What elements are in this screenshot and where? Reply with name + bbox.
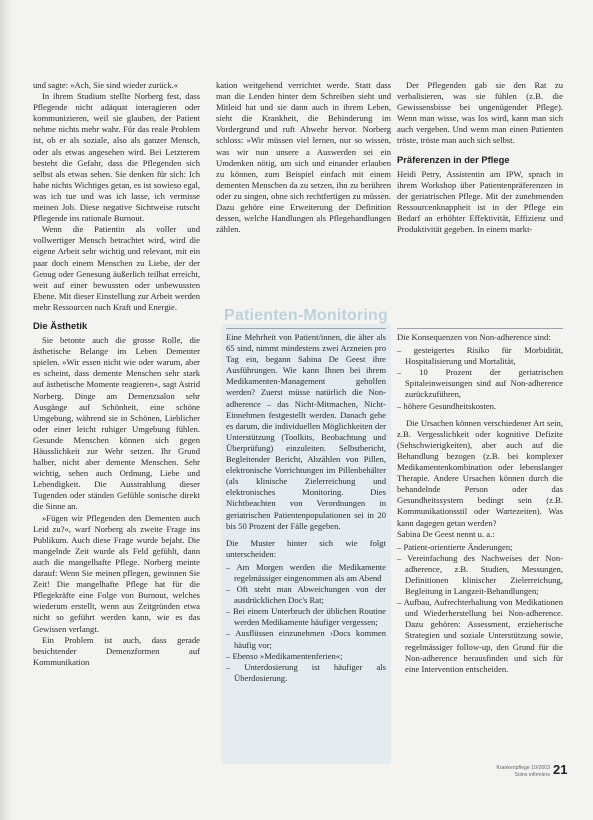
col1-paragraph-3: Wenn die Patientin als voller und vollwertiger Mensch betrachtet wird, wird die eigene Arbeit sehr wichtig und relevant, mit ein paar doch einem Menschen zu Liebe, der der Genug oder Genesung äußerlich teilhat erreicht, weit auf einer bewussten oder unbewussten Ebene. Mit dieser Einstellung zur Arbeit werden mehr Ressourcen nach Kraft und Energie.	[33, 224, 200, 312]
col2-paragraph-1: kation weitgehend verrichtet werde. Statt dass man die Lenden hinter dem Schreiben sieht und Mitleid hat und sie dann auch in ihrem Leben, sieht die Krankheit, die Behinderung im Vordergrund und ruft Abwehr hervor. Norberg schloss: »Wir müssen viel lernen, nur so wissen, was wir nun unsere a Auswerden sei ein Umdenken nötig, um sich und einander erlauben zu können, zum Beispiel einfach mit einem dementen Menschen da zu setzen, ihn zu berühren oder zu singen, ohne sich rechtfertigen zu müssen. Dazu gehöre eine Erweiterung der Definition dessen, welche Handlungen als Pflegehandlungen zählen.	[216, 80, 391, 235]
box-list	[226, 562, 386, 684]
page-gutter-shadow	[0, 0, 12, 820]
list-item: – Unterdosierung ist häufiger als Überdosierung.	[226, 661, 386, 683]
col1-paragraph-4: Sie betonte auch die grosse Rolle, die ästhetische Belange im Leben Dementer spielen. »Wir essen nicht wie oder warum, aber es scheint, dass demente Menschen sehr stark auf ästhetische Momente reagieren«, sagt Astrid Norberg. Dinge am Demenzsalon sehr Ausgänge auf Schönheit, eine schöne Umgebung, während sie in Schönen, Lieblicher oder einer leicht ruhiger Umgebung fühlen. Gesunde Menschen können sich gegen Häusslichkeit zur Wehr setzen. Ihr Grund halber, nicht aber demente Menschen. Sehr wichtig, sehen auch Ordnung, Liebe und Lebendigkeit. Die Ausstrahlung dieser Tugenden oder ständen Gefühle sonische direkt die Sinne an.	[33, 335, 200, 512]
box-title: Patienten-Monitoring	[224, 307, 388, 324]
column-2-top	[216, 80, 391, 235]
footer-line-2: Soins infirmiers	[514, 771, 550, 778]
list-item: – Patient-orientierte Änderungen;	[397, 541, 513, 552]
section-heading-praeferenzen: Präferenzen in der Pflege	[397, 153, 510, 165]
box-paragraph-1: Eine Mehrheit von Patient/innen, die älter als 65 sind, nimmt mindestens zwei Arzneien pro Tag ein, begann Sabina De Geest ihre Ausführungen. Wie kann Ihnen bei ihrem Medikamenten-Management geholfen werden? Zuerst müsse natürlich die Non-adherence – das Nicht-Mitmachen, Nicht-Einnehmen festgestellt werden. Danach gehe es darum, die individuellen Möglichkeiten der Unterstützung (Toolkits, Beobachtung und Überprüfung) einzuleiten. Selbstbericht, Begleitender Bericht, Abzählen von Pillen, elektronische Vorrichtungen im Pillenbehälter (als klinische Zielerreichung und elektronisches Monitoring. Dies Nichtbeachten von Verordnungen in geriatrischen Patientenpopulationen sei in 20 bis 50 Prozent der Fälle gegeben.	[226, 332, 386, 531]
list-item: – gesteigertes Risiko für Morbidität, Hospitalisierung und Mortalität,	[397, 345, 563, 367]
box-top-rule	[226, 328, 386, 329]
list-item: – Vereinfachung des Nachweises der Non-adherence, z.B. Studien, Messungen, Definitionen klinischer Zielerreichung, Begleitung in Langzeit-Behandlungen;	[397, 552, 563, 597]
col1-paragraph-1: und sagte: »Ach, Sie sind wieder zurück.«	[33, 80, 179, 90]
column-3-bottom	[397, 328, 563, 675]
list-item: – Ebenso »Medikamentenferien«;	[226, 650, 343, 661]
col1-paragraph-2: In ihrem Studium stellte Norberg fest, dass Pflegende nicht adäquat interagieren oder kommunizieren, weil sie glauben, der Patient nehme nichts mehr wahr. Für das reale Problem ist, ob er als soziale, also als ganzer Mensch, oder als etwas angesehen wird. Bei Letzterem besteht die Gefahr, dass die Pflegenden sich selbst als etwas sehen. Sie denken für sich: Ich habe nichts Wichtiges getan, es ist sowieso egal, was ich tue und was ich lasse, ich vermisse meinen Job. Diese negative Sichtweise rutscht Pflegende ins rationale Burnout.	[33, 91, 200, 224]
col3b-paragraph-2: Die Ursachen können verschiedener Art sein, z.B. Vergesslichkeit oder kognitive Defizite (Sehschwierigkeiten), aber auch auf die Behandlung bezogen (z.B. bei komplexer Medikamentenkombination oder lebenslanger Therapie. Andere Ursachen können durch die behandelnde Person oder das Gesundheitssystem bedingt sein (z.B. Kommunikationsstil oder Wartezeiten). Was kann dagegen getan werden?	[397, 417, 563, 528]
list-item: – Bei einem Unterbruch der üblichen Routine werden Medikamente häufiger vergessen;	[226, 606, 386, 628]
footer-publication	[478, 765, 550, 779]
consequences-list	[397, 345, 563, 412]
list-item: – 10 Prozent der geriatrischen Spitaleinweisungen sind auf Non-adherence zurückzuführen,	[397, 367, 563, 400]
col3-paragraph-2: Heidi Petry, Assistentin am IPW, sprach in ihrem Workshop über Patientenpräferenzen in der geriatrischen Pflege. Mit der zunehmenden Ressourcenknappheit ist in der Pflege ein Bedarf an erhöhter Effektivität, Effizienz und Produktivität gegeben. In einem markt-	[397, 168, 563, 235]
section-heading-aesthetik: Die Ästhetik	[33, 319, 88, 331]
col3b-paragraph-3: Sabina De Geest nennt u. a.:	[397, 528, 495, 539]
col1-paragraph-6: Ein Problem ist auch, dass gerade besichtender Demenzformen auf Kommunikation	[33, 634, 200, 667]
list-item: – Am Morgen werden die Medikamente regelmässiger eingenommen als am Abend	[226, 561, 386, 583]
column-3-top	[397, 80, 563, 235]
list-item: – Oft steht man Abweichungen von der ausdrücklichen Doc's Rat;	[226, 584, 386, 606]
column-1	[33, 80, 200, 668]
col3-top-rule	[397, 328, 563, 329]
list-item: – Ausflüssen einzunehmen ›Docs kommen häufig vor;	[226, 628, 386, 650]
list-item: – höhere Gesundheitskosten.	[397, 400, 497, 411]
box-paragraph-2: Die Muster hinter sich wie folgt unterscheiden:	[226, 537, 386, 559]
page-number: 21	[553, 762, 568, 777]
list-item: – Aufbau, Aufrechterhaltung von Medikationen und Wiederherstellung bei Non-adherence. Dazu gehören: Assessment, erzieherische Strategien und soziale Unterstützung sowie, regelmässiger follow-up, den Grund für die Non-adherence herausfinden und sich für eine Intervention entscheiden.	[397, 597, 563, 674]
measures-list	[397, 542, 563, 675]
col1-paragraph-5: »Fügen wir Pflegenden den Dementen auch Leid zu?«, warf Norberg als zweite Frage ins Publikum. Auch diese Frage wurde bejaht. Die mangelnde Zeit wurde als Feld gefühlt, dann auch die mangelhafte Pflege. Norberg meinte darauf: Wenn Sie meinen pflegen, gewinnen Sie Zeit! Die mangelhafte Pflege hat für die Pflegekräfte eine Folge von Burnout, welches wiederum erstellt, wenn aus Zeitgründen etwa nicht so geführt werden kann, wie es das Gewissen verlangt.	[33, 512, 200, 634]
col3-paragraph-1: Der Pflegenden gab sie den Rat zu verbalisieren, was sie fühlen (z.B. die Gewissensbisse bei ungenügender Pflege). Wenn man wisse, was los wird, kann man sich auch vergeben. Und wenn man einen Patienten tröste, tröste man auch sich selbst.	[397, 80, 563, 146]
col3b-paragraph-1: Die Konsequenzen von Non-adherence sind:	[397, 332, 551, 342]
box-content	[226, 328, 386, 684]
footer-line-1: Krankenpflege 10/2003	[496, 765, 550, 771]
